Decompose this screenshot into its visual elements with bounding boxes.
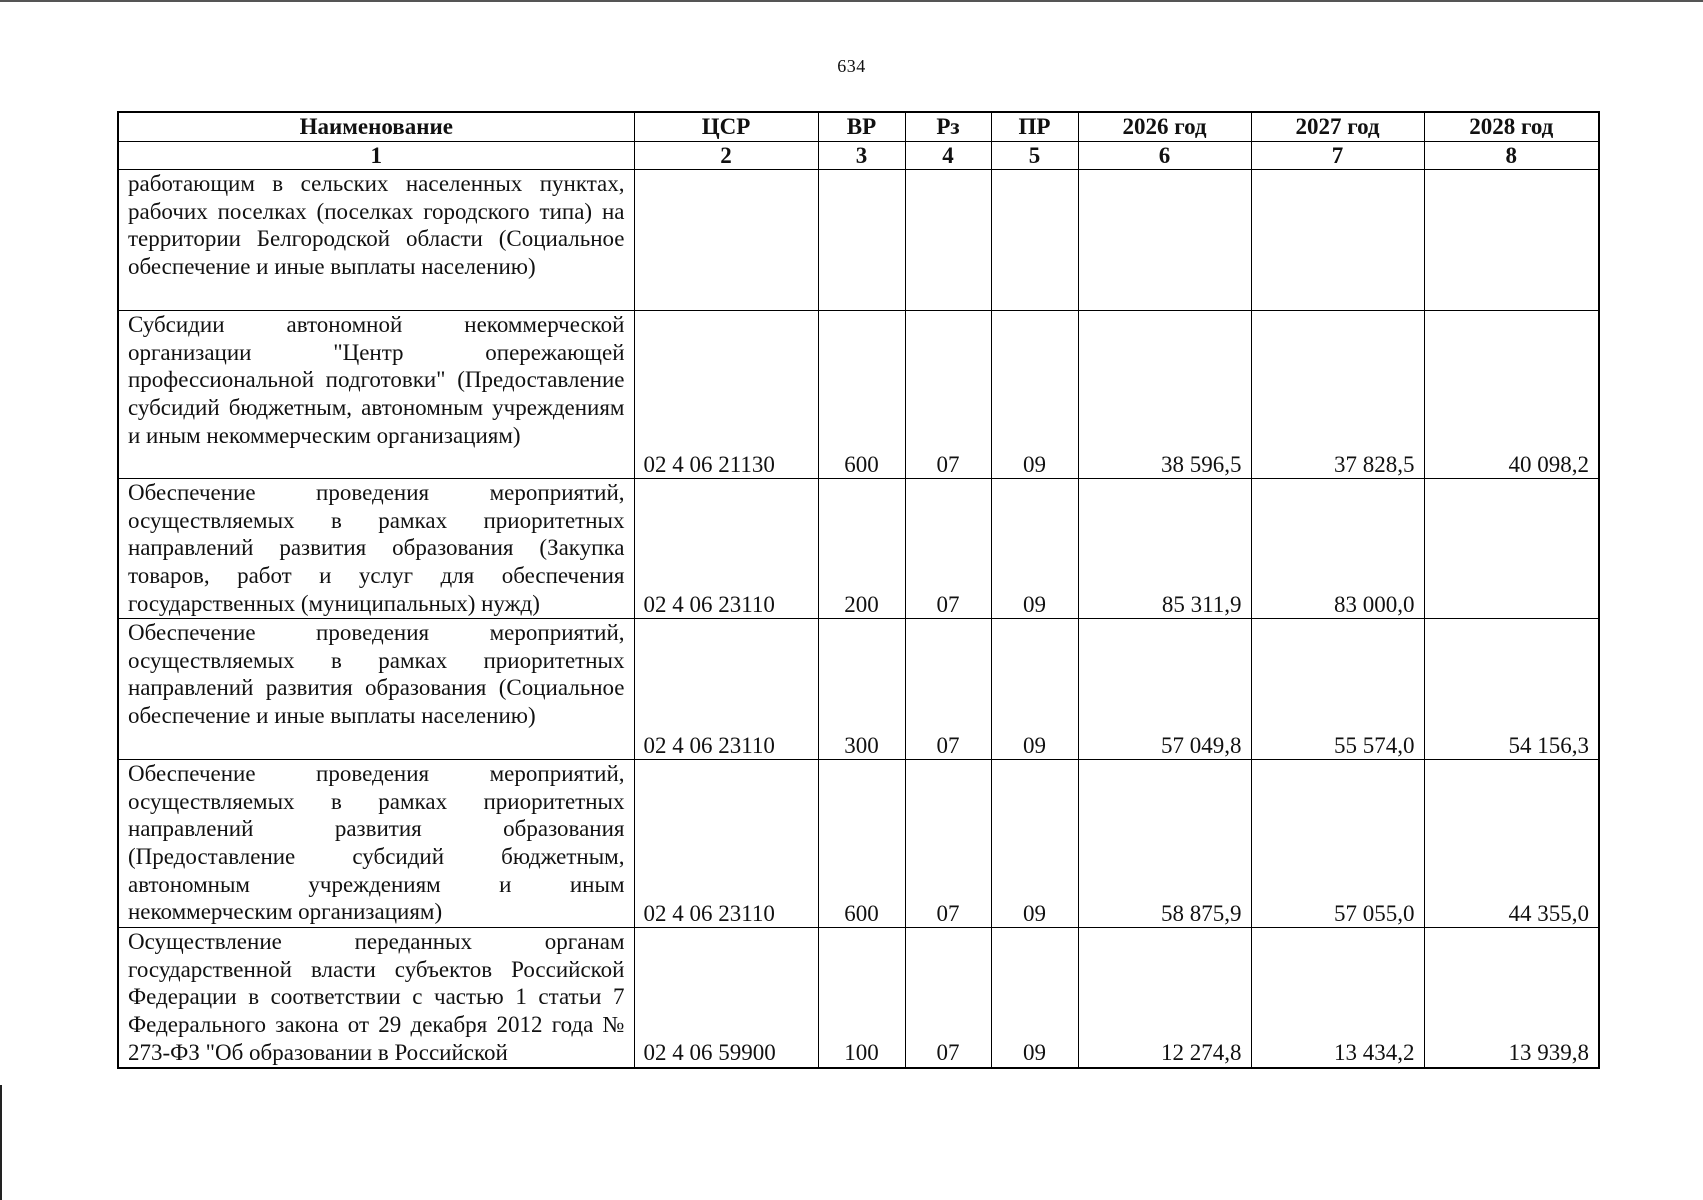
row-2026 xyxy=(1078,170,1251,311)
row-csr xyxy=(634,170,818,311)
row-rz: 07 xyxy=(905,928,991,1068)
row-vr: 300 xyxy=(818,619,905,760)
row-vr: 600 xyxy=(818,760,905,928)
row-csr: 02 4 06 23110 xyxy=(634,619,818,760)
table-row xyxy=(118,928,1599,1068)
row-vr: 100 xyxy=(818,928,905,1068)
row-csr: 02 4 06 23110 xyxy=(634,760,818,928)
row-2028: 44 355,0 xyxy=(1424,760,1599,928)
header-2027: 2027 год xyxy=(1251,112,1424,141)
table-row xyxy=(118,170,1599,311)
row-vr xyxy=(818,170,905,311)
column-number: 3 xyxy=(818,141,905,170)
row-rz: 07 xyxy=(905,760,991,928)
row-2026: 12 274,8 xyxy=(1078,928,1251,1068)
column-number: 4 xyxy=(905,141,991,170)
header-name: Наименование xyxy=(118,112,634,141)
header-2026: 2026 год xyxy=(1078,112,1251,141)
header-row xyxy=(118,112,1599,141)
header-2028: 2028 год xyxy=(1424,112,1599,141)
header-rz: Рз xyxy=(905,112,991,141)
table-row xyxy=(118,619,1599,760)
column-number-row xyxy=(118,141,1599,170)
header-vr: ВР xyxy=(818,112,905,141)
column-number: 2 xyxy=(634,141,818,170)
row-2026: 58 875,9 xyxy=(1078,760,1251,928)
table-row xyxy=(118,311,1599,479)
row-name: Обеспечение проведения мероприятий, осуществляемых в рамках приоритетных направлений развития образования (Социальное обеспечение и иные выплаты населению) xyxy=(118,619,634,760)
scan-edge-top xyxy=(0,0,1703,2)
row-2027: 55 574,0 xyxy=(1251,619,1424,760)
row-pr: 09 xyxy=(991,619,1078,760)
row-2028: 40 098,2 xyxy=(1424,311,1599,479)
row-csr: 02 4 06 59900 xyxy=(634,928,818,1068)
row-2028 xyxy=(1424,479,1599,619)
row-2028: 13 939,8 xyxy=(1424,928,1599,1068)
budget-table xyxy=(117,111,1600,1069)
column-number: 7 xyxy=(1251,141,1424,170)
row-pr: 09 xyxy=(991,760,1078,928)
row-rz: 07 xyxy=(905,619,991,760)
row-name: Обеспечение проведения мероприятий, осуществляемых в рамках приоритетных направлений развития образования (Предоставление субсидий бюджетным, автономным учреждениям и иным некоммерческим организациям) xyxy=(118,760,634,928)
row-name: работающим в сельских населенных пунктах, рабочих поселках (поселках городского типа) на территории Белгородской области (Социальное обеспечение и иные выплаты населению) xyxy=(118,170,634,311)
row-pr: 09 xyxy=(991,311,1078,479)
row-pr: 09 xyxy=(991,928,1078,1068)
row-2027: 83 000,0 xyxy=(1251,479,1424,619)
row-rz: 07 xyxy=(905,479,991,619)
row-2026: 85 311,9 xyxy=(1078,479,1251,619)
column-number: 5 xyxy=(991,141,1078,170)
row-rz xyxy=(905,170,991,311)
row-pr: 09 xyxy=(991,479,1078,619)
row-rz: 07 xyxy=(905,311,991,479)
scan-edge-left xyxy=(0,1085,2,1200)
row-2026: 57 049,8 xyxy=(1078,619,1251,760)
row-pr xyxy=(991,170,1078,311)
column-number: 1 xyxy=(118,141,634,170)
row-2027 xyxy=(1251,170,1424,311)
column-number: 8 xyxy=(1424,141,1599,170)
row-2027: 57 055,0 xyxy=(1251,760,1424,928)
row-vr: 200 xyxy=(818,479,905,619)
row-csr: 02 4 06 21130 xyxy=(634,311,818,479)
header-csr: ЦСР xyxy=(634,112,818,141)
row-name: Осуществление переданных органам государственной власти субъектов Российской Федерации в соответствии с частью 1 статьи 7 Федерального закона от 29 декабря 2012 года № 273-ФЗ "Об образовании в Российской xyxy=(118,928,634,1068)
table-row xyxy=(118,479,1599,619)
row-name: Обеспечение проведения мероприятий, осуществляемых в рамках приоритетных направлений развития образования (Закупка товаров, работ и услуг для обеспечения государственных (муниципальных) нужд) xyxy=(118,479,634,619)
row-vr: 600 xyxy=(818,311,905,479)
row-2026: 38 596,5 xyxy=(1078,311,1251,479)
row-name: Субсидии автономной некоммерческой организации "Центр опережающей профессиональной подготовки" (Предоставление субсидий бюджетным, автономным учреждениям и иным некоммерческим организациям) xyxy=(118,311,634,479)
row-2027: 37 828,5 xyxy=(1251,311,1424,479)
page-number: 634 xyxy=(837,56,866,76)
row-2027: 13 434,2 xyxy=(1251,928,1424,1068)
table-row xyxy=(118,760,1599,928)
column-number: 6 xyxy=(1078,141,1251,170)
header-pr: ПР xyxy=(991,112,1078,141)
row-csr: 02 4 06 23110 xyxy=(634,479,818,619)
row-2028 xyxy=(1424,170,1599,311)
row-2028: 54 156,3 xyxy=(1424,619,1599,760)
